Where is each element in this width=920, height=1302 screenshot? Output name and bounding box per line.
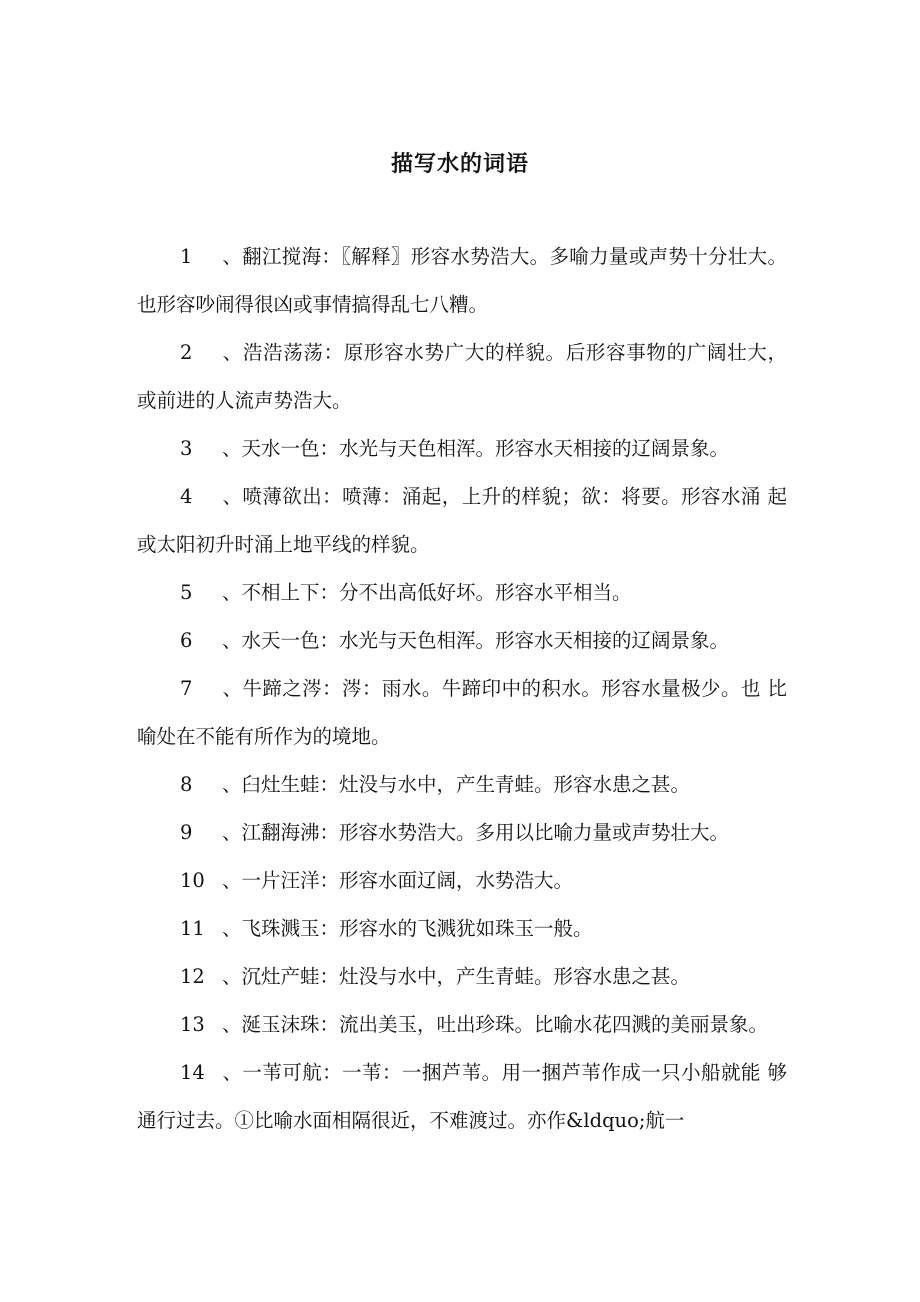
entry-number: 4 bbox=[180, 485, 193, 508]
entry-number: 7 bbox=[180, 677, 193, 700]
list-item bbox=[137, 857, 787, 905]
entry-text: 、翻江搅海：〖解释〗形容水势浩大。多喻力量或声势十分壮大。 也形容吵闹得很凶或事情搞得乱七八糟。 bbox=[137, 245, 787, 316]
entry-text: 、一片汪洋：形容水面辽阔，水势浩大。 bbox=[222, 869, 574, 892]
list-item bbox=[137, 233, 787, 329]
entry-text: 、江翻海沸：形容水势浩大。多用以比喻力量或声势壮大。 bbox=[222, 821, 730, 844]
entry-text: 、不相上下：分不出高低好坏。形容水平相当。 bbox=[222, 581, 632, 604]
list-item bbox=[137, 569, 787, 617]
entry-number: 6 bbox=[180, 629, 193, 652]
entry-text: 、涎玉沫珠：流出美玉，吐出珍珠。比喻水花四溅的美丽景象。 bbox=[222, 1013, 769, 1036]
list-item bbox=[137, 473, 787, 569]
entry-text: 、水天一色：水光与天色相浑。形容水天相接的辽阔景象。 bbox=[222, 629, 730, 652]
list-item bbox=[137, 1001, 787, 1049]
list-item bbox=[137, 665, 787, 761]
entry-number: 8 bbox=[180, 773, 193, 796]
list-item bbox=[137, 1049, 787, 1145]
page-title: 描写水的词语 bbox=[390, 152, 529, 177]
entry-text: 、喷薄欲出：喷薄：涌起，上升的样貌；欲：将要。形容水涌 起或太阳初升时涌上地平线的样貌。 bbox=[137, 485, 787, 556]
entry-text: 、飞珠溅玉：形容水的飞溅犹如珠玉一般。 bbox=[222, 917, 593, 940]
list-item bbox=[137, 809, 787, 857]
entry-number: 3 bbox=[180, 437, 193, 460]
entry-number: 14 bbox=[180, 1061, 205, 1084]
list-item bbox=[137, 425, 787, 473]
entry-number: 10 bbox=[180, 869, 205, 892]
entry-text: 、沉灶产蛙：灶没与水中，产生青蛙。形容水患之甚。 bbox=[222, 965, 691, 988]
list-item bbox=[137, 329, 787, 425]
list-item bbox=[137, 953, 787, 1001]
entry-number: 13 bbox=[180, 1013, 205, 1036]
entry-number: 9 bbox=[180, 821, 193, 844]
list-item bbox=[137, 905, 787, 953]
entry-number: 1 bbox=[180, 245, 193, 268]
entry-text: 、一苇可航：一苇：一捆芦苇。用一捆芦苇作成一只小船就能 够通行过去。①比喻水面相隔很近，不难渡过。亦作&ldquo;航一 bbox=[137, 1061, 787, 1132]
list-item bbox=[137, 761, 787, 809]
entry-text: 、牛蹄之涔：涔：雨水。牛蹄印中的积水。形容水量极少。也 比喻处在不能有所作为的境地。 bbox=[137, 677, 787, 748]
entry-number: 11 bbox=[180, 917, 205, 940]
list-item bbox=[137, 617, 787, 665]
entry-list bbox=[137, 233, 787, 1145]
entry-text: 、天水一色：水光与天色相浑。形容水天相接的辽阔景象。 bbox=[222, 437, 730, 460]
entry-number: 12 bbox=[180, 965, 205, 988]
entry-number: 2 bbox=[180, 341, 193, 364]
entry-text: 、浩浩荡荡：原形容水势广大的样貌。后形容事物的广阔壮大， 或前进的人流声势浩大。 bbox=[137, 341, 787, 412]
entry-number: 5 bbox=[180, 581, 193, 604]
entry-text: 、臼灶生蛙：灶没与水中，产生青蛙。形容水患之甚。 bbox=[222, 773, 691, 796]
